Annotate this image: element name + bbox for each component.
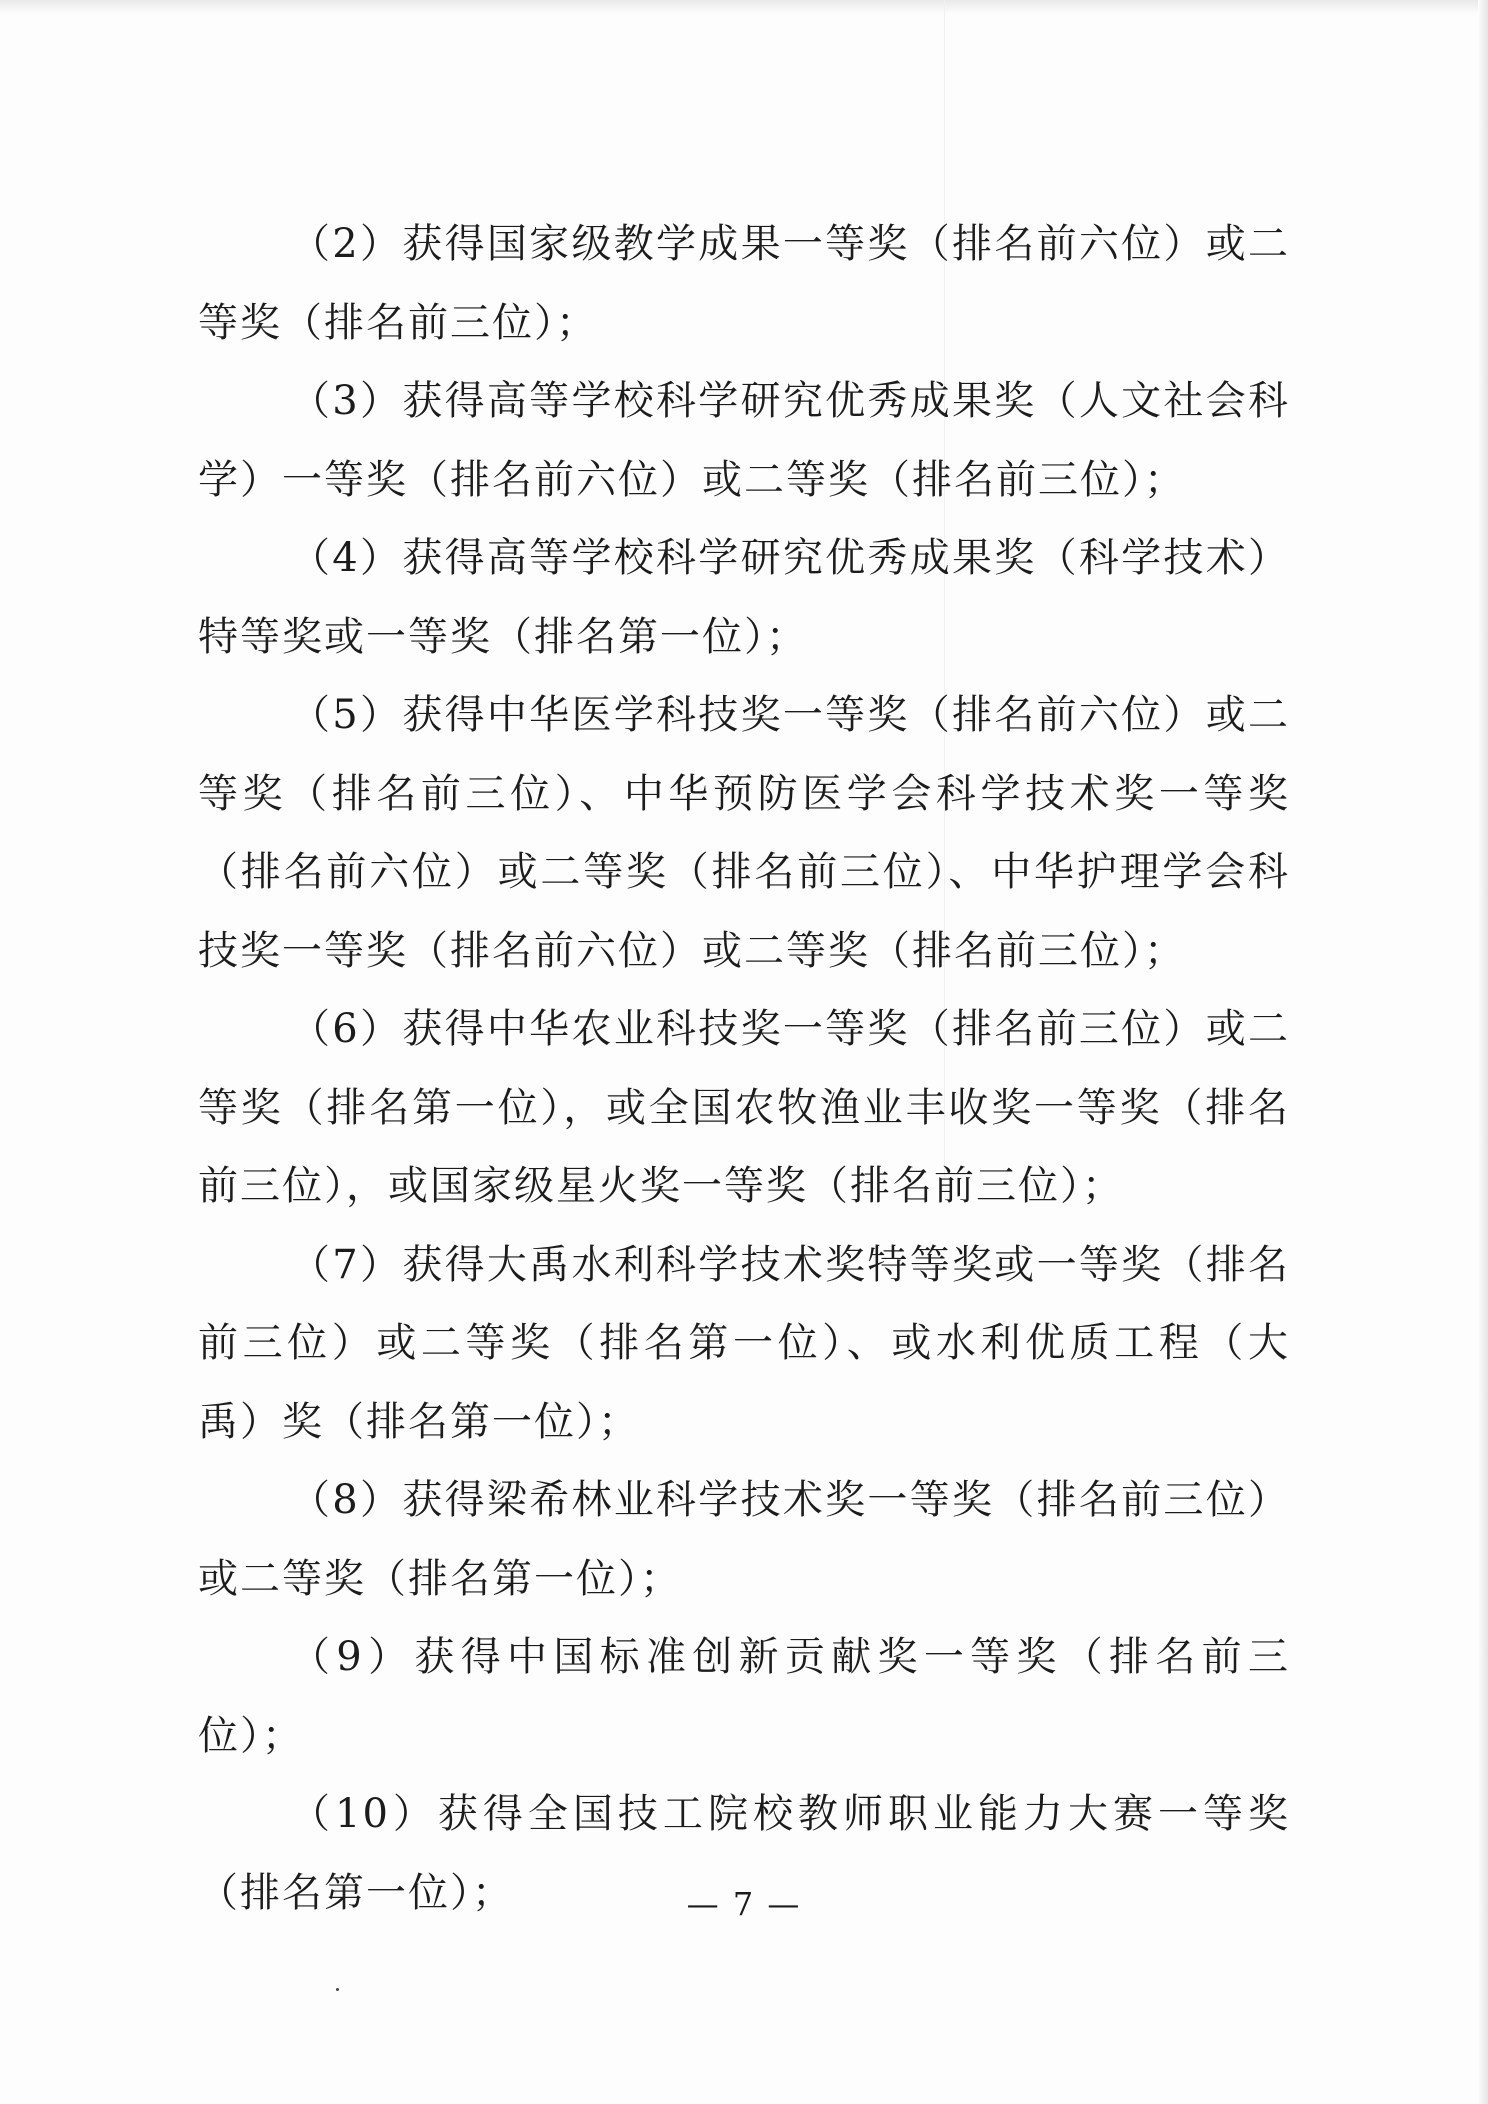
list-item-10: （10）获得全国技工院校教师职业能力大赛一等奖（排名第一位）；: [198, 1791, 1290, 1916]
list-item-3: （3）获得高等学校科学研究优秀成果奖（人文社会科学）一等奖（排名前六位）或二等奖（排名前三位）；: [198, 378, 1290, 503]
body-text: [198, 205, 1290, 1932]
list-item-9: （9）获得中国标准创新贡献奖一等奖（排名前三位）；: [198, 1634, 1290, 1759]
list-item-2: （2）获得国家级教学成果一等奖（排名前六位）或二等奖（排名前三位）；: [198, 221, 1290, 346]
list-item-5: （5）获得中华医学科技奖一等奖（排名前六位）或二等奖（排名前三位）、中华预防医学会科学技术奖一等奖（排名前六位）或二等奖（排名前三位）、中华护理学会科技奖一等奖（排名前六位）或二等奖（排名前三位）；: [198, 692, 1290, 974]
page-number: — 7 —: [686, 1885, 802, 1923]
scan-shadow-right: [1478, 0, 1488, 2104]
list-item-8: （8）获得梁希林业科学技术奖一等奖（排名前三位）或二等奖（排名第一位）；: [198, 1477, 1290, 1602]
scan-speck: [336, 1988, 339, 1991]
list-item-4: （4）获得高等学校科学研究优秀成果奖（科学技术）特等奖或一等奖（排名第一位）；: [198, 535, 1290, 660]
list-item-6: （6）获得中华农业科技奖一等奖（排名前三位）或二等奖（排名第一位），或全国农牧渔业丰收奖一等奖（排名前三位），或国家级星火奖一等奖（排名前三位）；: [198, 1006, 1290, 1209]
list-item-7: （7）获得大禹水利科学技术奖特等奖或一等奖（排名前三位）或二等奖（排名第一位）、或水利优质工程（大禹）奖（排名第一位）；: [198, 1241, 1290, 1445]
scan-shadow-top: [0, 0, 1488, 14]
